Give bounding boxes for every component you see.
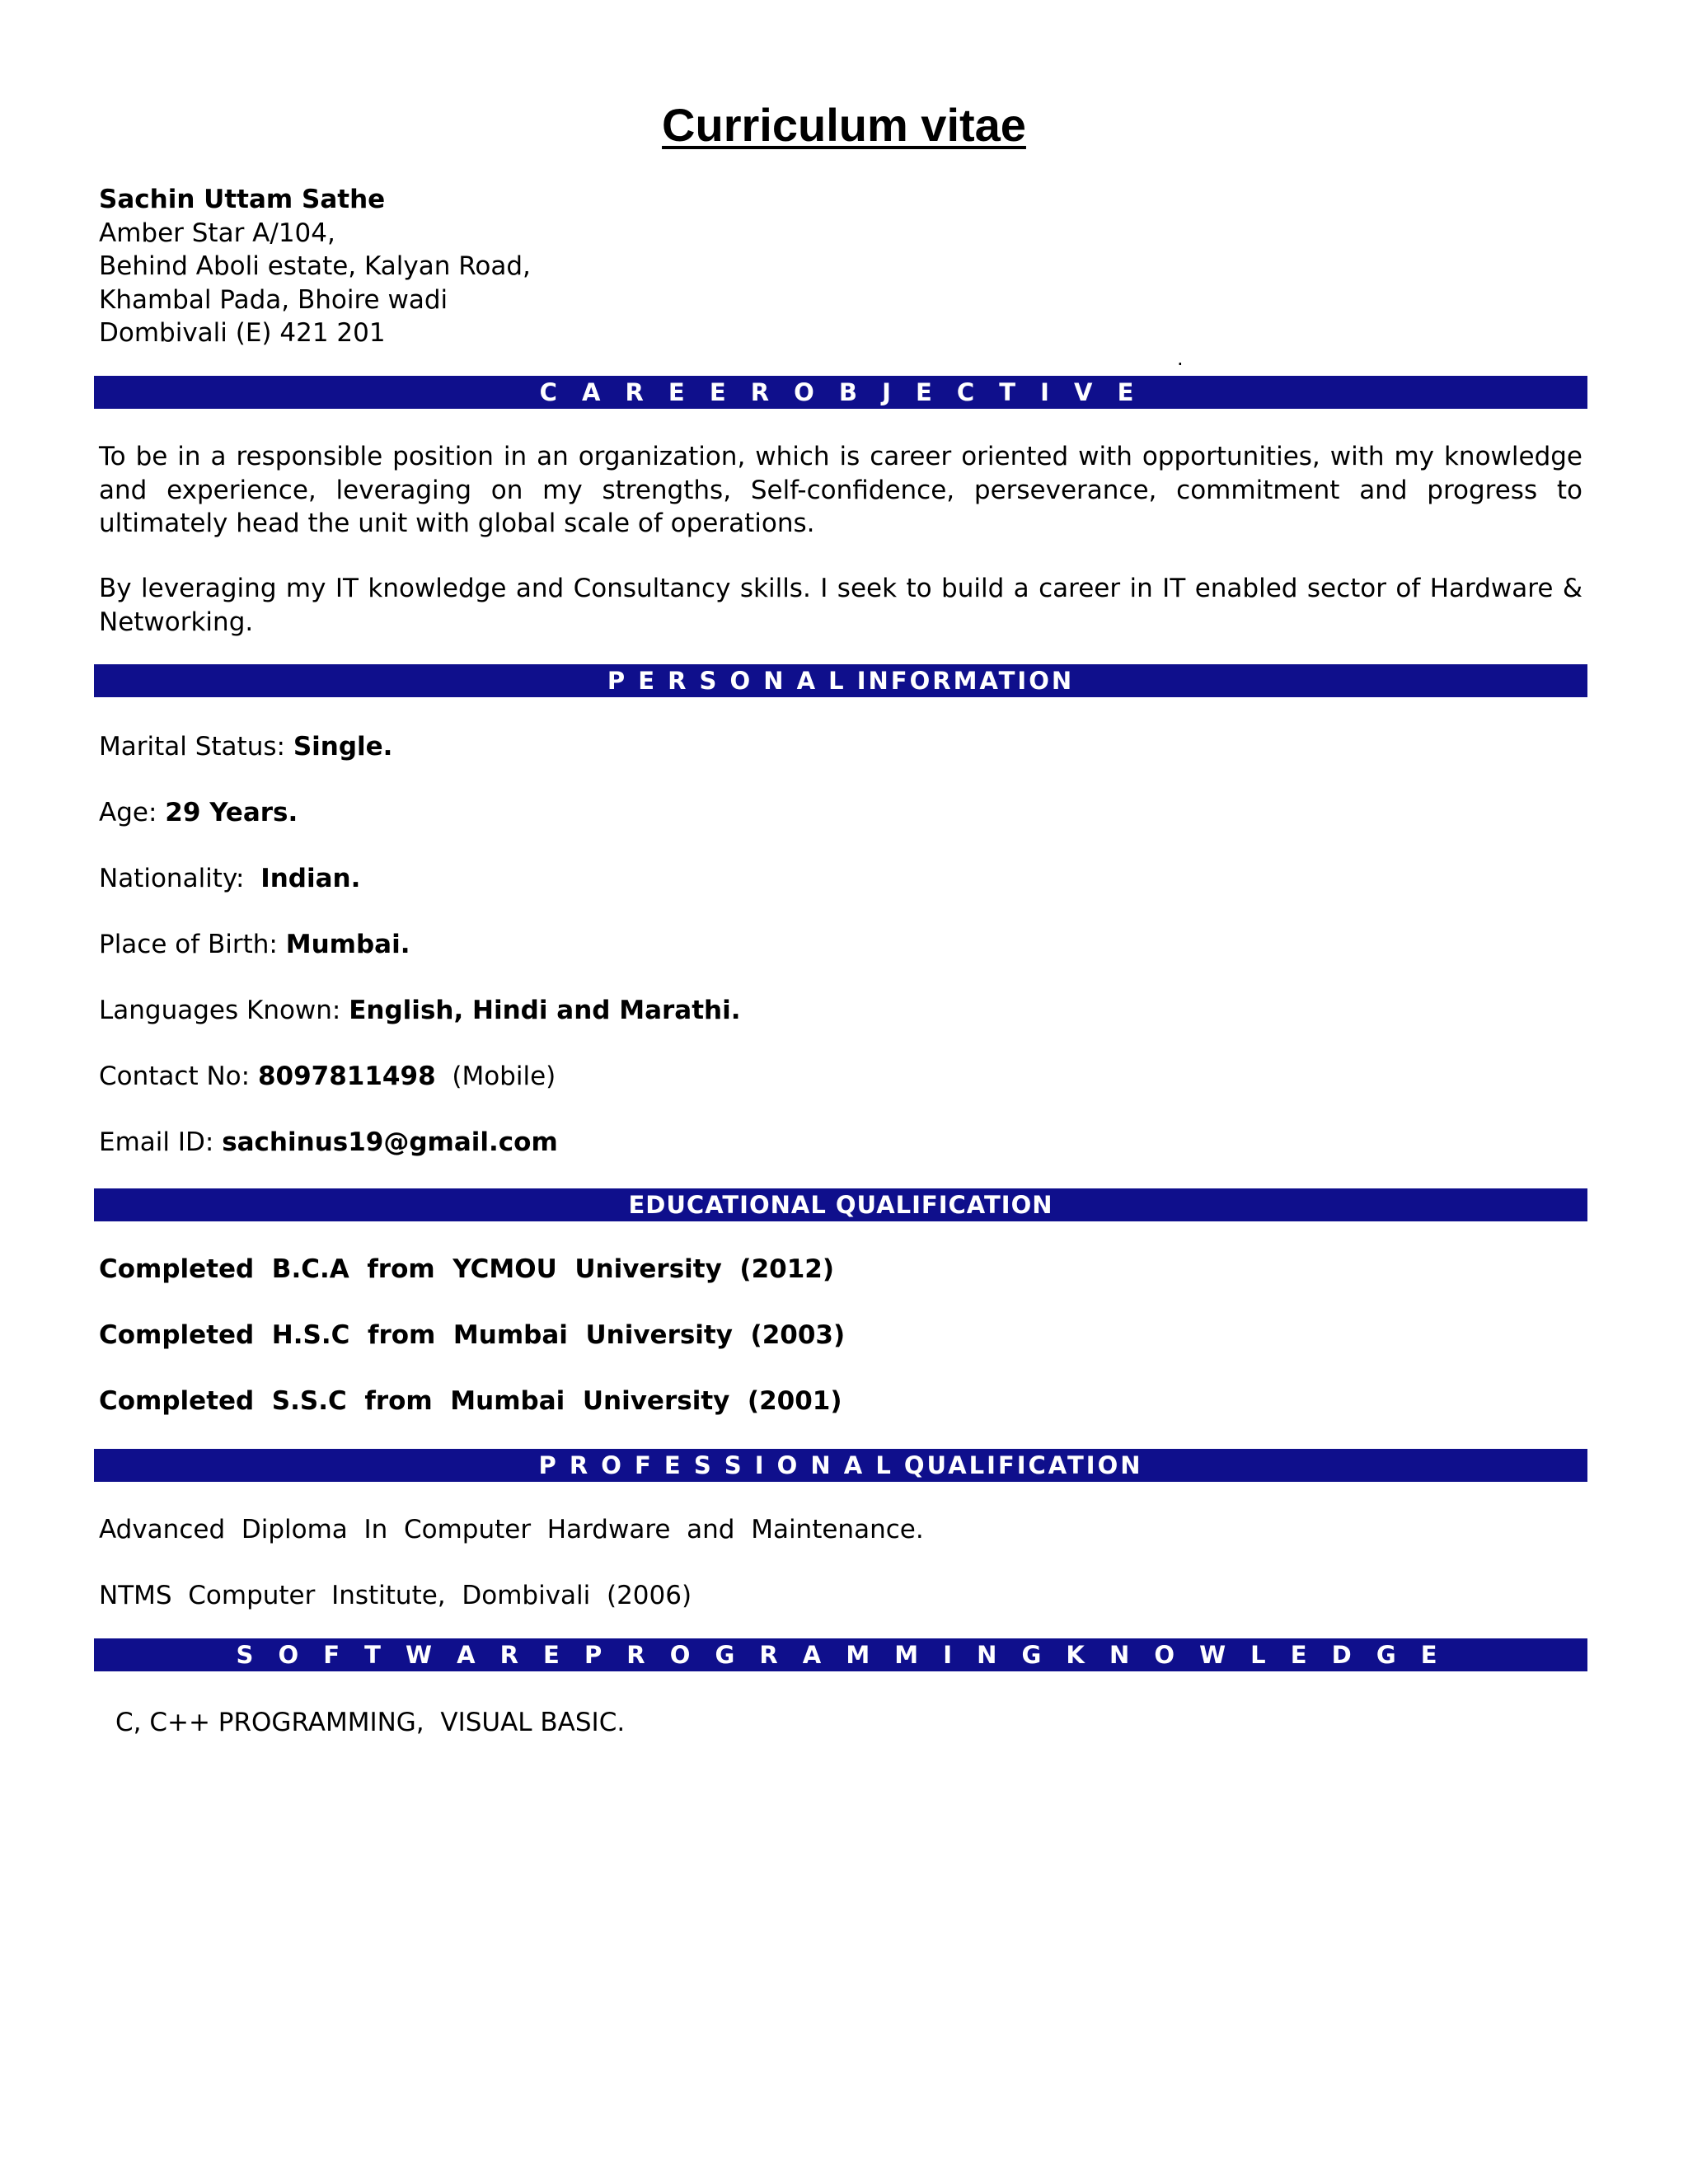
field-label: Email ID: (99, 1127, 214, 1157)
age (99, 796, 298, 829)
software-skills: C, C++ PROGRAMMING, VISUAL BASIC. (115, 1708, 626, 1737)
field-value: Single. (293, 732, 393, 762)
marital-status (99, 730, 392, 763)
section-header-software-programming-knowledge: S O F T W A R E P R O G R A M M I N G K N O W L E D G E (94, 1638, 1587, 1671)
education-item: Completed S.S.C from Mumbai University (2001) (99, 1386, 842, 1416)
section-header-career-objective: C A R E E R O B J E C T I V E (94, 376, 1587, 409)
section-header-professional-qualification: P R O F E S S I O N A L QUALIFICATION (94, 1449, 1587, 1482)
field-label: Age: (99, 798, 157, 827)
place-of-birth (99, 928, 410, 961)
field-value: 8097811498 (257, 1062, 436, 1091)
stray-dot: . (1177, 347, 1184, 370)
nationality (99, 862, 360, 895)
section-header-educational-qualification: EDUCATIONAL QUALIFICATION (94, 1188, 1587, 1221)
contact-block (99, 183, 531, 350)
field-value: Mumbai. (285, 930, 410, 959)
field-label: Marital Status: (99, 732, 285, 762)
page-title: Curriculum vitae (662, 99, 1026, 151)
field-value: English, Hindi and Marathi. (349, 996, 741, 1025)
email-id (99, 1126, 558, 1159)
address-line: Amber Star A/104, (99, 218, 335, 248)
field-label: Place of Birth: (99, 930, 278, 959)
field-label: Nationality: (99, 864, 245, 893)
professional-item: NTMS Computer Institute, Dombivali (2006) (99, 1581, 692, 1610)
languages-known (99, 994, 741, 1027)
field-note: (Mobile) (452, 1062, 556, 1091)
field-value: sachinus19@gmail.com (222, 1127, 558, 1157)
education-item: Completed H.S.C from Mumbai University (2003) (99, 1320, 846, 1350)
address-line: Behind Aboli estate, Kalyan Road, (99, 251, 531, 281)
objective-paragraph: To be in a responsible position in an organization, which is career oriented with opportunities, with my knowledge and experience, leveraging on my strengths, Self-confidence, perseverance, commitment and progress to ultimately head the unit with global scale of operations. (99, 442, 1582, 538)
education-item: Completed B.C.A from YCMOU University (2012) (99, 1254, 835, 1284)
field-label: Contact No: (99, 1062, 251, 1091)
field-value: Indian. (260, 864, 361, 893)
professional-item: Advanced Diploma In Computer Hardware and Maintenance. (99, 1515, 924, 1544)
objective-paragraph: By leveraging my IT knowledge and Consultancy skills. I seek to build a career in IT enabled sector of Hardware & Networking. (99, 574, 1582, 637)
address-line: Dombivali (E) 421 201 (99, 318, 386, 348)
candidate-name: Sachin Uttam Sathe (99, 185, 386, 214)
field-value: 29 Years. (165, 798, 298, 827)
field-label: Languages Known: (99, 996, 341, 1025)
address-line: Khambal Pada, Bhoire wadi (99, 284, 448, 315)
contact-number (99, 1060, 556, 1093)
section-header-personal-information: P E R S O N A L INFORMATION (94, 664, 1587, 697)
